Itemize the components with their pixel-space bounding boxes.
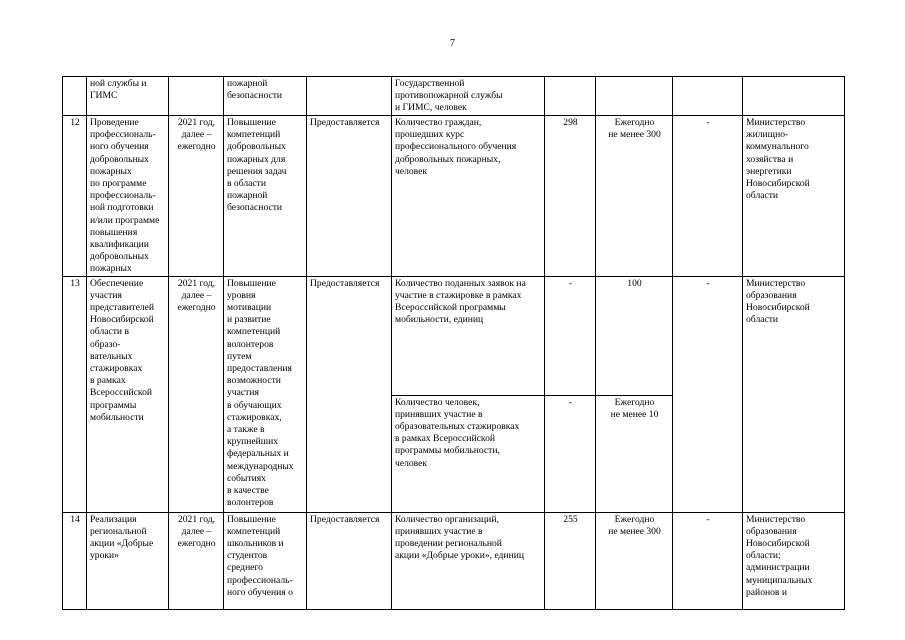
table-row — [63, 116, 845, 277]
dash-cell — [673, 77, 743, 116]
financing-cell: Предоставляется — [307, 116, 392, 277]
activity-cell: Реализация региональной акции «Добрые уроки» — [87, 512, 169, 609]
base-value-cell: - — [545, 395, 596, 512]
result-cell: Повышение уровня мотивации и развитие компетенций волонтеров путем предоставления возможности участия в обучающих стажировках, а также в крупнейших федеральных и международных событиях в качестве волонтеров — [224, 276, 307, 512]
executor-cell: Министерство образования Новосибирской области — [743, 276, 845, 512]
base-value-cell: 298 — [545, 116, 596, 277]
base-value-cell: - — [545, 276, 596, 395]
dash-cell: - — [673, 116, 743, 277]
row-number-cell — [63, 77, 87, 116]
dash-cell: - — [673, 276, 743, 512]
result-cell: Повышение компетенций добровольных пожарных для решения задач в области пожарной безопасности — [224, 116, 307, 277]
base-value-cell — [545, 77, 596, 116]
result-cell: пожарной безопасности — [224, 77, 307, 116]
indicator-cell: Количество граждан, прошедших курс профессионального обучения добровольных пожарных, человек — [392, 116, 545, 277]
indicator-cell: Количество организаций, принявших участие в проведении региональной акции «Добрые уроки», единиц — [392, 512, 545, 609]
period-cell: 2021 год, далее – ежегодно — [169, 512, 224, 609]
row-number-cell: 14 — [63, 512, 87, 609]
activity-cell: Обеспечение участия представителей Новосибирской области в образо- вательных стажировках в рамках Всероссийской программы мобильности — [87, 276, 169, 512]
target-value-cell: 100 — [596, 276, 673, 395]
row-number-cell: 12 — [63, 116, 87, 277]
activities-table — [62, 76, 845, 610]
base-value-cell: 255 — [545, 512, 596, 609]
financing-cell: Предоставляется — [307, 276, 392, 512]
target-value-cell: Ежегодно не менее 300 — [596, 116, 673, 277]
target-value-cell — [596, 77, 673, 116]
table-row — [63, 276, 845, 395]
dash-cell: - — [673, 512, 743, 609]
target-value-cell: Ежегодно не менее 300 — [596, 512, 673, 609]
executor-cell: Министерство жилищно- коммунального хозяйства и энергетики Новосибирской области — [743, 116, 845, 277]
target-value-cell: Ежегодно не менее 10 — [596, 395, 673, 512]
period-cell: 2021 год, далее – ежегодно — [169, 116, 224, 277]
table-row — [63, 512, 845, 609]
indicator-cell: Количество поданных заявок на участие в стажировке в рамках Всероссийской программы мобильности, единиц — [392, 276, 545, 395]
executor-cell: Министерство образования Новосибирской области; администрации муниципальных районов и — [743, 512, 845, 609]
period-cell — [169, 77, 224, 116]
result-cell: Повышение компетенций школьников и студентов среднего профессиональ- ного обучения о — [224, 512, 307, 609]
table-row — [63, 77, 845, 116]
period-cell: 2021 год, далее – ежегодно — [169, 276, 224, 512]
page-number: 7 — [450, 38, 455, 49]
row-number-cell: 13 — [63, 276, 87, 512]
activity-cell: ной службы и ГИМС — [87, 77, 169, 116]
indicator-cell: Количество человек, принявших участие в образовательных стажировках в рамках Всероссийской программы мобильности, человек — [392, 395, 545, 512]
activity-cell: Проведение профессиональ- ного обучения добровольных пожарных по программе профессиональ- ной подготовки и/или программе повышения квалификации добровольных пожарных — [87, 116, 169, 277]
financing-cell — [307, 77, 392, 116]
financing-cell: Предоставляется — [307, 512, 392, 609]
indicator-cell: Государственной противопожарной службы и ГИМС, человек — [392, 77, 545, 116]
executor-cell — [743, 77, 845, 116]
